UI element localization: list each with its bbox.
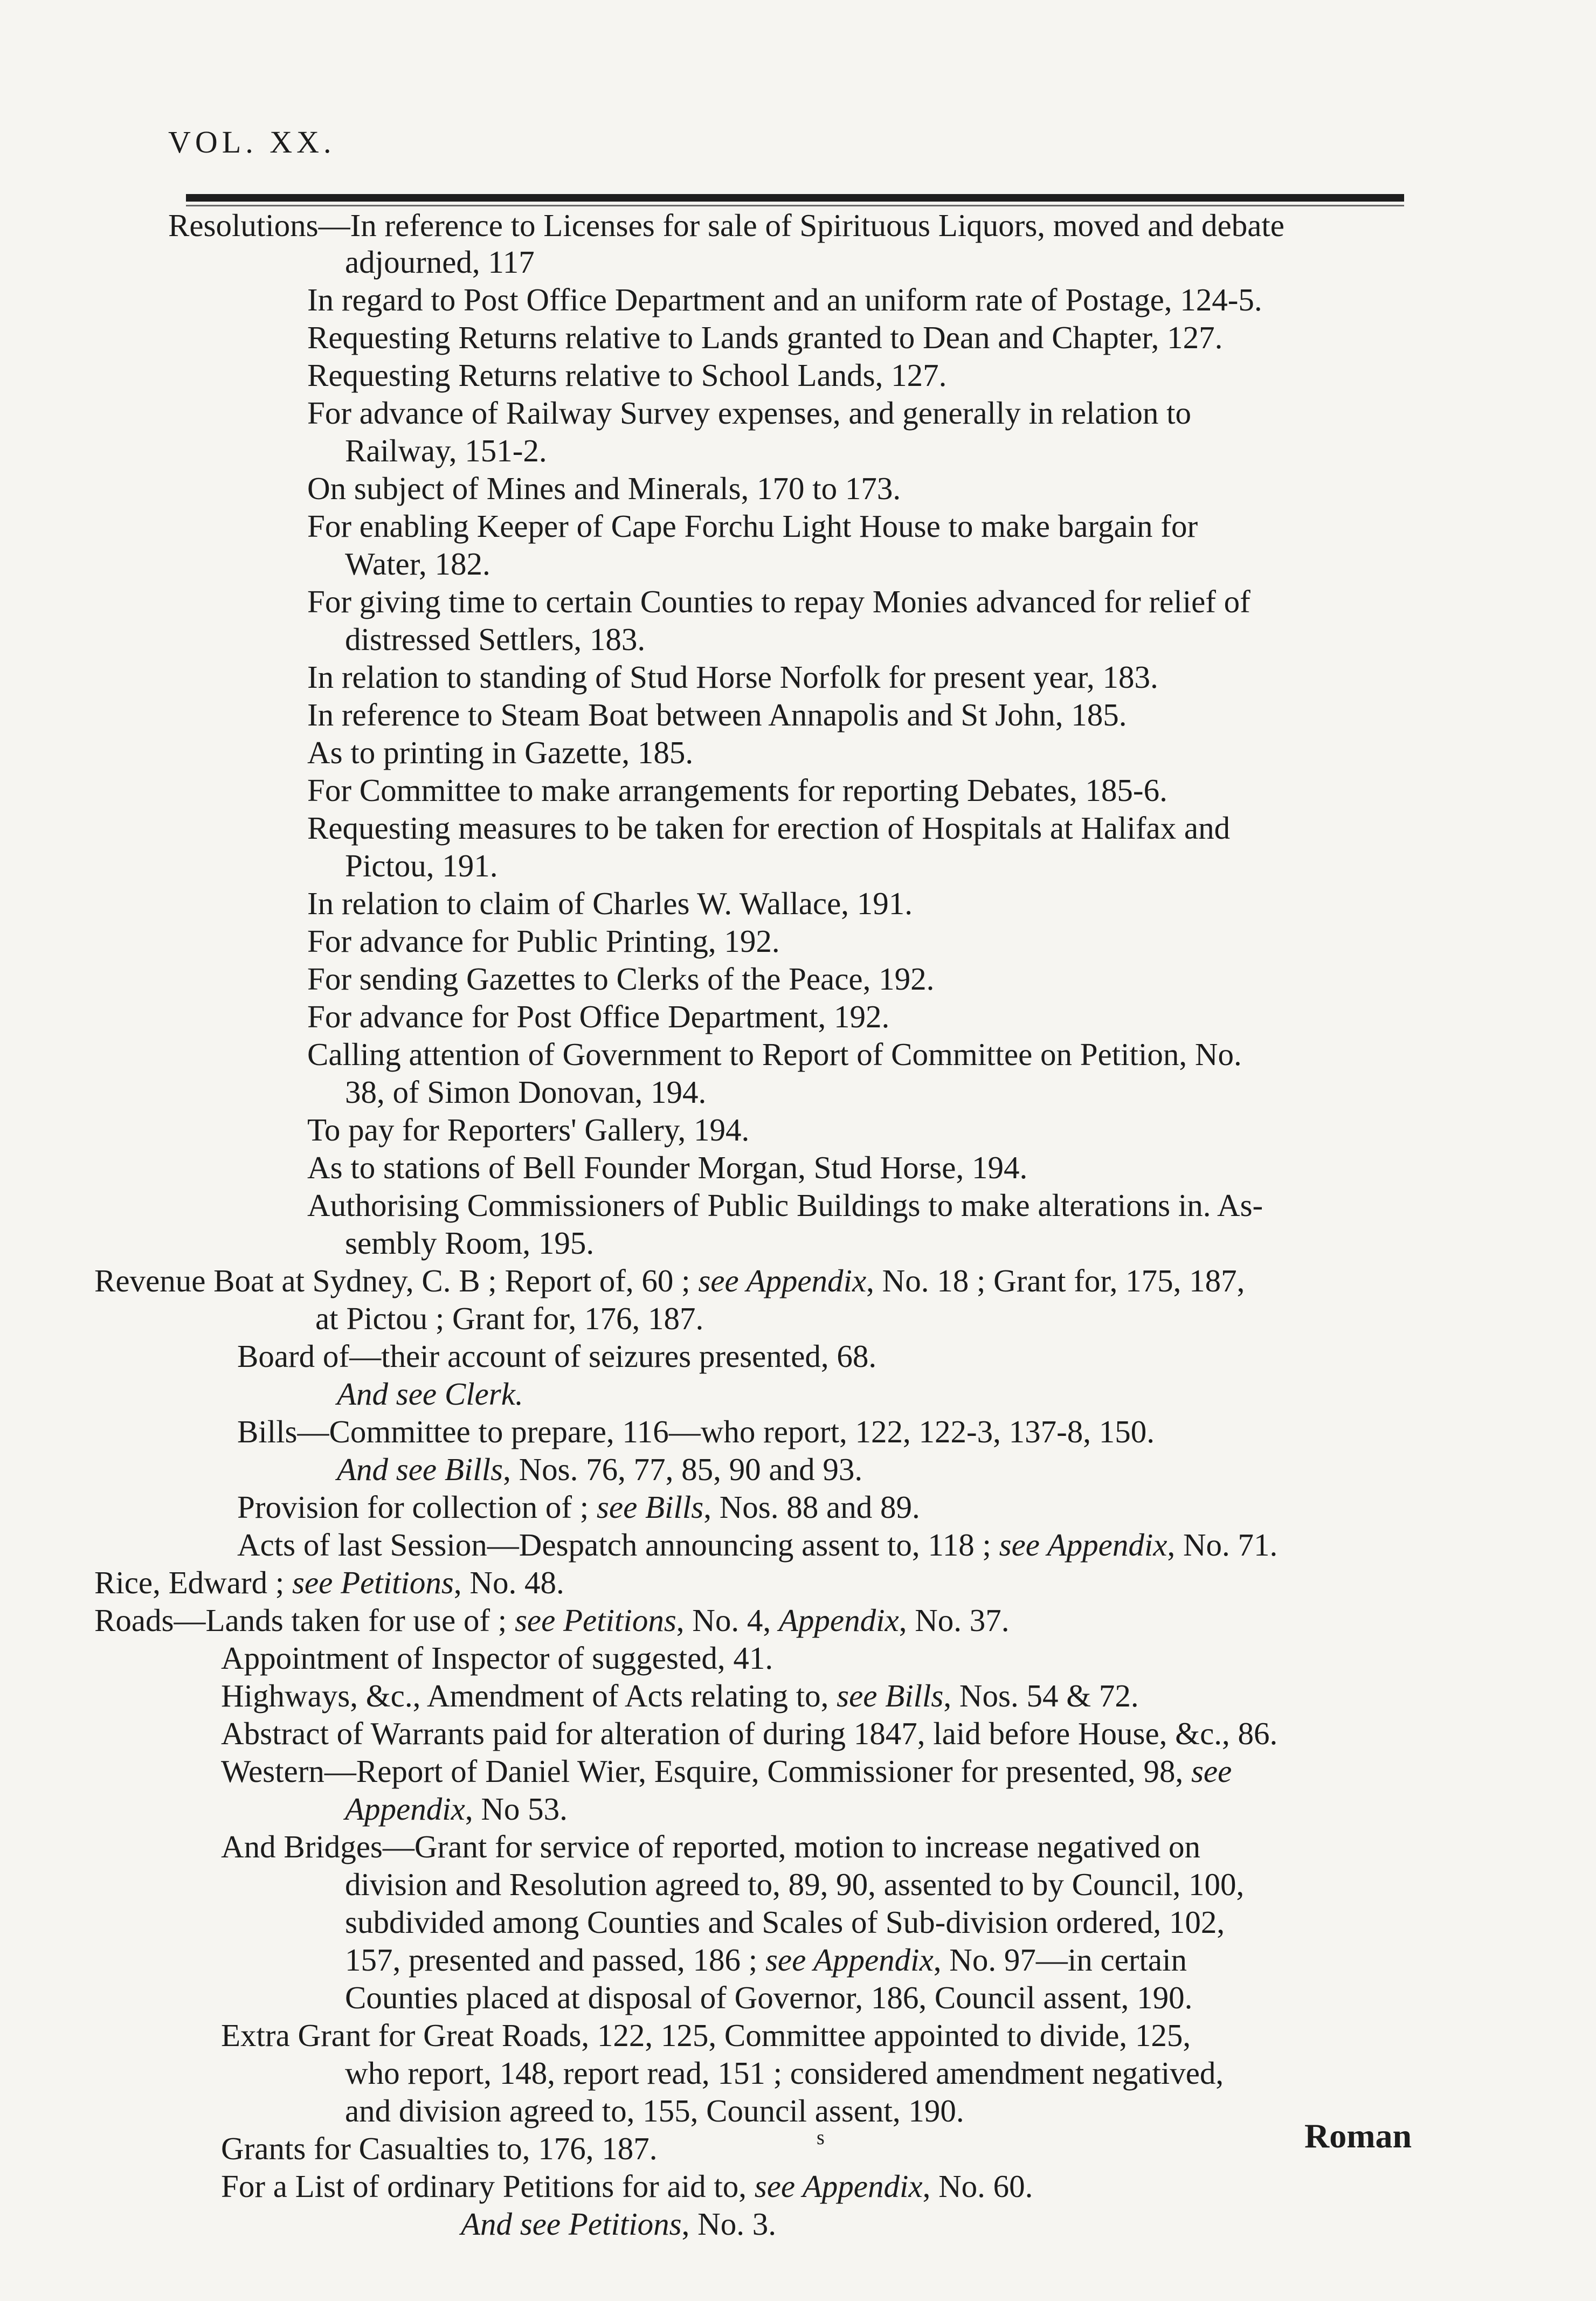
index-line-text: and division agreed to, 155, Council assent, 190. <box>345 2093 964 2129</box>
index-line <box>168 206 1284 244</box>
index-line-text: Bills—Committee to prepare, 116—who report, 122, 122-3, 137-8, 150. <box>237 1414 1155 1449</box>
index-line-text: For sending Gazettes to Clerks of the Peace, 192. <box>307 961 935 997</box>
index-line-text: , Nos. 88 and 89. <box>703 1489 920 1525</box>
index-line <box>221 2016 1191 2054</box>
index-line <box>307 469 901 507</box>
index-line-text: at Pictou ; Grant for, 176, 187. <box>315 1301 704 1336</box>
index-line-text: As to printing in Gazette, 185. <box>307 735 694 770</box>
index-line <box>307 1186 1263 1224</box>
index-line <box>94 1262 1245 1300</box>
index-line <box>307 319 1222 356</box>
index-line <box>237 1337 876 1375</box>
index-line-text: division and Resolution agreed to, 89, 90, assented to by Council, 100, <box>345 1867 1245 1902</box>
index-line <box>307 356 946 394</box>
index-line-italic-text: see Bills <box>837 1678 944 1713</box>
index-line-text: , No. 3. <box>681 2206 776 2242</box>
index-line <box>307 998 889 1035</box>
index-line-text: For advance of Railway Survey expenses, and generally in relation to <box>307 395 1192 431</box>
index-line-text: Appointment of Inspector of suggested, 41. <box>221 1640 773 1676</box>
index-line <box>307 1111 749 1149</box>
index-line <box>307 1035 1242 1073</box>
index-line <box>345 1790 568 1828</box>
index-line-text: Roads—Lands taken for use of ; <box>94 1602 515 1638</box>
index-line-text: Grants for Casualties to, 176, 187. <box>221 2131 658 2166</box>
index-line <box>337 1375 523 1413</box>
index-line-text: , No. 37. <box>899 1602 1010 1638</box>
index-line <box>307 734 693 771</box>
index-line <box>307 583 1250 620</box>
index-line-text: In relation to claim of Charles W. Wallace, 191. <box>307 886 913 921</box>
index-line <box>221 1752 1232 1790</box>
index-line-italic-text: see <box>1191 1753 1232 1789</box>
index-line <box>307 960 934 998</box>
index-line <box>221 1639 773 1677</box>
index-line-text: , No. 71. <box>1167 1527 1278 1563</box>
index-line-text: who report, 148, report read, 151 ; considered amendment negatived, <box>345 2055 1224 2091</box>
index-line <box>94 1564 564 1601</box>
index-line <box>345 1979 1192 2016</box>
index-line <box>337 1450 862 1488</box>
index-line <box>345 243 535 281</box>
index-line-italic-text: see Appendix <box>999 1527 1167 1563</box>
index-line <box>345 1073 706 1111</box>
index-line-text: For Committee to make arrangements for reporting Debates, 185-6. <box>307 772 1167 808</box>
index-line-text: Western—Report of Daniel Wier, Esquire, Commissioner for presented, 98, <box>221 1753 1191 1789</box>
index-line <box>307 922 780 960</box>
index-line-text: Acts of last Session—Despatch announcing assent to, 118 ; <box>237 1527 999 1563</box>
index-line-text: As to stations of Bell Founder Morgan, Stud Horse, 194. <box>307 1150 1028 1185</box>
index-line <box>221 1828 1200 1865</box>
index-line-text: adjourned, 117 <box>345 244 535 280</box>
index-line <box>345 847 498 885</box>
index-line-text: For advance for Public Printing, 192. <box>307 923 780 959</box>
index-line-italic-text: see Petitions <box>292 1565 454 1600</box>
index-line-italic-text: And see Bills <box>337 1452 503 1487</box>
index-line-text: , No. 60. <box>922 2168 1033 2204</box>
index-line <box>345 545 490 583</box>
index-line-text: 38, of Simon Donovan, 194. <box>345 1074 707 1110</box>
index-line-text: subdivided among Counties and Scales of Sub-division ordered, 102, <box>345 1904 1225 1940</box>
index-line-italic-text: And see Petitions <box>461 2206 682 2242</box>
index-line <box>345 1903 1225 1941</box>
index-line <box>307 658 1158 696</box>
index-line-text: For advance for Post Office Department, 192. <box>307 999 890 1034</box>
index-line <box>307 394 1191 432</box>
index-line <box>237 1413 1155 1450</box>
index-line-text: Resolutions—In reference to Licenses for sale of Spirituous Liquors, moved and debate <box>168 208 1284 243</box>
index-line-italic-text: see Appendix <box>754 2168 923 2204</box>
index-line <box>307 1149 1027 1186</box>
index-line-text: , No. 18 ; Grant for, 175, 187, <box>866 1263 1245 1298</box>
index-line-text: Revenue Boat at Sydney, C. B ; Report of, 60 ; <box>94 1263 699 1298</box>
header-rule <box>186 194 1404 202</box>
index-line-text: Railway, 151-2. <box>345 433 547 468</box>
index-line-italic-text: Appendix <box>345 1791 465 1827</box>
index-line <box>461 2205 776 2243</box>
index-line-text: In regard to Post Office Department and an uniform rate of Postage, 124-5. <box>307 282 1262 317</box>
index-line <box>307 281 1262 319</box>
index-line <box>345 2054 1224 2092</box>
index-line <box>307 771 1167 809</box>
index-line <box>345 620 645 658</box>
index-line <box>315 1300 703 1337</box>
index-line-text: Calling attention of Government to Report of Committee on Petition, No. <box>307 1037 1242 1072</box>
index-line-text: Provision for collection of ; <box>237 1489 597 1525</box>
index-line-text: Requesting measures to be taken for erection of Hospitals at Halifax and <box>307 810 1231 846</box>
index-line <box>345 1941 1187 1979</box>
index-line-text: , No. 97—in certain <box>933 1942 1187 1978</box>
index-line-text: , No. 4, <box>676 1602 779 1638</box>
index-line-text: , No. 48. <box>453 1565 564 1600</box>
index-line-text: distressed Settlers, 183. <box>345 621 646 657</box>
index-line-text: Requesting Returns relative to School Lands, 127. <box>307 357 947 393</box>
signature-mark: s <box>817 2126 825 2149</box>
index-line-text: Authorising Commissioners of Public Buildings to make alterations in. As- <box>307 1187 1263 1223</box>
index-line <box>221 1715 1277 1752</box>
index-line-text: , Nos. 54 & 72. <box>943 1678 1139 1713</box>
index-line-text: On subject of Mines and Minerals, 170 to 173. <box>307 471 901 506</box>
index-line <box>307 696 1127 734</box>
index-line-text: Requesting Returns relative to Lands granted to Dean and Chapter, 127. <box>307 320 1223 355</box>
index-line-text: Board of—their account of seizures presented, 68. <box>237 1338 877 1374</box>
index-line-text: For giving time to certain Counties to repay Monies advanced for relief of <box>307 584 1250 619</box>
index-line-text: In relation to standing of Stud Horse Norfolk for present year, 183. <box>307 659 1158 695</box>
index-line-italic-text: see Petitions <box>514 1602 676 1638</box>
index-line-italic-text: And see Clerk. <box>337 1376 523 1412</box>
index-line-text: Counties placed at disposal of Governor, 186, Council assent, 190. <box>345 1980 1193 2015</box>
index-line <box>221 1677 1139 1715</box>
volume-label: VOL. XX. <box>168 125 336 160</box>
catchword: Roman <box>1304 2117 1412 2155</box>
index-line <box>345 1865 1244 1903</box>
index-line-text: Extra Grant for Great Roads, 122, 125, Committee appointed to divide, 125, <box>221 2017 1191 2053</box>
index-line-text: For enabling Keeper of Cape Forchu Light House to make bargain for <box>307 508 1198 544</box>
index-line-text: In reference to Steam Boat between Annapolis and St John, 185. <box>307 697 1127 733</box>
index-line-italic-text: Appendix <box>778 1602 899 1638</box>
index-line <box>345 432 547 469</box>
index-line-text: To pay for Reporters' Gallery, 194. <box>307 1112 750 1148</box>
index-line <box>345 2092 964 2130</box>
index-line-italic-text: see Bills <box>596 1489 704 1525</box>
index-line-italic-text: see Appendix <box>765 1942 934 1978</box>
index-line-text: Water, 182. <box>345 546 490 582</box>
index-line <box>221 2130 658 2167</box>
index-line-text: 157, presented and passed, 186 ; <box>345 1942 765 1978</box>
index-line-text: For a List of ordinary Petitions for aid to, <box>221 2168 755 2204</box>
index-line-text: Abstract of Warrants paid for alteration of during 1847, laid before House, &c., 86. <box>221 1716 1278 1751</box>
index-line-italic-text: see Appendix <box>698 1263 867 1298</box>
index-line <box>307 507 1198 545</box>
index-line <box>94 1601 1010 1639</box>
index-line <box>237 1526 1277 1564</box>
index-line <box>345 1224 594 1262</box>
index-line <box>237 1488 920 1526</box>
index-line-text: Highways, &c., Amendment of Acts relating to, <box>221 1678 837 1713</box>
index-line-text: Rice, Edward ; <box>94 1565 292 1600</box>
index-line <box>307 809 1230 847</box>
index-line <box>221 2167 1033 2205</box>
index-line-text: , No 53. <box>465 1791 568 1827</box>
index-line-text: And Bridges—Grant for service of reported, motion to increase negatived on <box>221 1829 1200 1864</box>
index-line-text: Pictou, 191. <box>345 848 498 883</box>
index-line-text: sembly Room, 195. <box>345 1225 595 1261</box>
index-line <box>307 885 913 922</box>
index-line-text: , Nos. 76, 77, 85, 90 and 93. <box>503 1452 863 1487</box>
